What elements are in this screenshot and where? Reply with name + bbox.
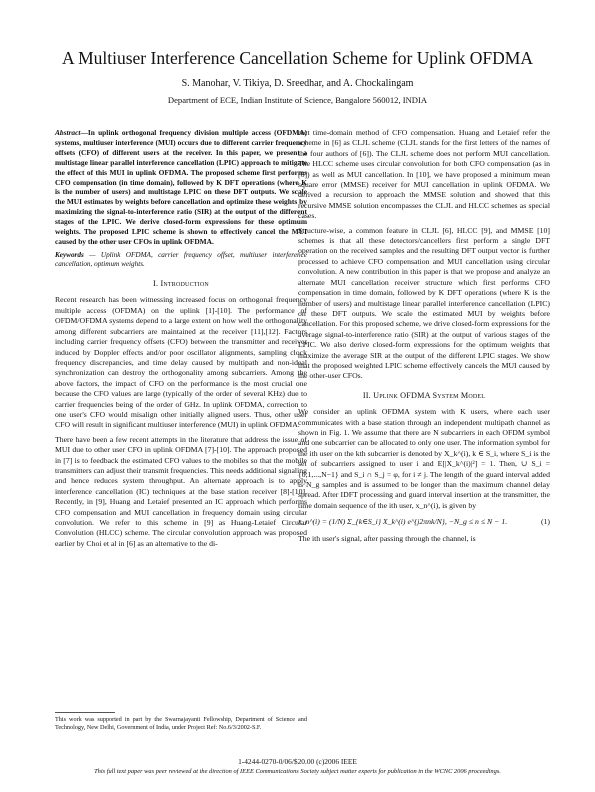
section-heading-system-model: II. Uplink OFDMA System Model [362,390,486,400]
abstract-lead: Abstract [55,128,81,137]
author-list: S. Manohar, V. Tikiya, D. Sreedhar, and A. Chockalingam [181,78,414,89]
system-paragraph-1: We consider an uplink OFDMA system with K users, where each user communicates with a base station through an independent multipath channel as shown in Fig. 1. We assume that there are N subcarriers in each OFDM symbol and one subcarrier can be allocated to only one user. The information symbol for the ith user on the kth subcarrier is denoted by X_k^(i), k ∈ S_i, where S_i is the set of subcarriers assigned to user i and E[|X_k^(i)|²] = 1. Then, ∪ S_i = {0,1,...,N−1} and S_i ∩ S_j = φ, for i ≠ j. The length of the guard interval added is N_g samples and is assumed to be longer than the maximum channel delay spread. After IDFT processing and guard interval insertion at the transmitter, the time domain sequence of the ith user, x_n^(i), is given by [298,407,550,510]
keywords: Keywords — Uplink OFDMA, carrier frequency offset, multiuser interference cancellation, optimum weights. [55,250,307,269]
keywords-lead: Keywords [55,250,84,259]
equation-1 [298,517,550,527]
copyright-line: 1-4244-0270-0/06/$20.00 (c)2006 IEEE [238,757,357,766]
intro-paragraph-1: Recent research has been witnessing increased focus on orthogonal frequency multiple access (OFDMA) on the uplink [1]-[10]. The performance of OFDM/OFDMA systems depend to a large extent on how well the orthogonality among different subcarriers are maintained at the receiver [11],[12]. Factors including carrier frequency offsets (CFO) between the transmitter and receiver induced by Doppler effects and/or poor oscillator alignments, sampling clock frequency discrepancies, and time delay caused by multipath and non-ideal synchronization can destroy the orthogonality among subcarriers. Among the above factors, the impact of CFO on the performance is the most crucial one because the CFO values are large (typically of the order of several KHz) due to carrier frequencies being of the order of GHz. In uplink OFDMA, correction to one user's CFO would misalign other initially aligned users. Thus, other user CFO will result in significant multiuser interference (MUI) in uplink OFDMA. [55,295,307,430]
intro-paragraph-4: Structure-wise, a common feature in CLJL [6], HLCC [9], and MMSE [10] schemes is that all these detectors/cancellers first perform a single DFT operation on the received samples and the resulting DFT output vector is further processed to achieve CFO compensation and MUI cancellation using circular convolution. A new contribution in this paper is that we propose and analyze an alternate MUI cancellation receiver structure which first performs CFO compensation in time domain, followed by K DFT operations (where K is the number of users) and multistage linear parallel interference cancellation (LPIC) on these DFT outputs. We scale the estimated MUI by weights before cancellation. For this proposed scheme, we drive closed-form expressions for the average signal-to-interference ratio (SIR) at the output of various stages of the LPIC. We also derive closed-form expressions for the optimum weights that maximize the average SIR at the output of the different LPIC stages. We show that the proposed weighted LPIC scheme effectively cancels the MUI caused by the other-user CFOs. [298,225,550,381]
keywords-text: Uplink OFDMA, carrier frequency offset, multiuser interference cancellation, optimum weights. [55,250,307,269]
system-paragraph-2: The ith user's signal, after passing through the channel, is [298,533,476,543]
section-heading-introduction: I. Introduction [153,279,209,289]
footnote: This work was supported in part by the Swarnajayanti Fellowship, Department of Science and Technology, New Delhi, Government of India, under Project Ref: No.6/3/2002-S.F. [55,716,307,731]
affiliation: Department of ECE, Indian Institute of Science, Bangalore 560012, INDIA [167,95,428,105]
equation-body: x_n^(i) = (1/N) Σ_{k∈S_i} X_k^(i) e^{j2πnk/N}, −N_g ≤ n ≤ N − 1. [298,517,508,527]
right-column [298,128,550,548]
intro-paragraph-3: rect time-domain method of CFO compensation. Huang and Letaief refer the scheme in [6] as CLJL scheme (CLJL stands for the first letters of the names of the four authors of [6]). The CLJL scheme does not perform MUI cancellation. The HLCC scheme uses circular convolution for both CFO compensation (as in [6]) as well as MUI cancellation. In [10], we have proposed a minimum mean square error (MMSE) receiver for MUI cancellation in uplink OFDMA. We derived a recursion to approach the MMSE solution and showed that this recursive MMSE solution encompasses the CLJL and HLCC schemes as special cases. [298,128,550,221]
intro-paragraph-2: There have been a few recent attempts in the literature that address the issue of MUI due to other user CFO in uplink OFDMA [7]-[10]. The approach proposed in [7] is to feedback the estimated CFO values to the mobiles so that the mobile transmitters can adjust their transmit frequencies. This needs additional signaling and hence reduces system throughput. An alternate approach is to apply interference cancellation (IC) techniques at the base station receiver [8]-[10]. Recently, in [9], Huang and Letaief presented an IC approach which performs CFO compensation and MUI cancellation in frequency domain using circular convolution. We refer to this scheme in [9] as Huang-Letaief Circular Convolution (HLCC) scheme. The circular convolution approach was proposed earlier by Choi et al in [6] as an alternative to the di- [55,434,307,548]
review-notice: This full text paper was peer reviewed at the direction of IEEE Communications Society subject matter experts for publication in the WCNC 2006 proceedings. [94,768,501,775]
equation-number: (1) [540,517,550,527]
abstract: Abstract—In uplink orthogonal frequency division multiple access (OFDMA) systems, multiuser interference (MUI) occurs due to different carrier frequency offsets (CFO) of different users at the receiver. In this paper, we present a multistage linear parallel interference cancellation (LPIC) approach to mitigate the effect of this MUI in uplink OFDMA. The proposed scheme first performs CFO compensation (in time domain), followed by K DFT operations (where K is the number of users) and multistage LPIC on these DFT outputs. We scale the MUI estimates by weights before cancellation and optimize these weights by maximizing the signal-to-interference ratio (SIR) at the output of the different stages of the LPIC. We derive closed-form expressions for these optimum weights. The proposed LPIC scheme is shown to effectively cancel the MUI caused by the other user CFOs in uplink OFDMA. [55,128,307,246]
abstract-text: In uplink orthogonal frequency division multiple access (OFDMA) systems, multiuser interference (MUI) occurs due to different carrier frequency offsets (CFO) of different users at the receiver. In this paper, we present a multistage linear parallel interference cancellation (LPIC) approach to mitigate the effect of this MUI in uplink OFDMA. The proposed scheme first performs CFO compensation (in time domain), followed by K DFT operations (where K is the number of users) and multistage LPIC on these DFT outputs. We scale the MUI estimates by weights before cancellation and optimize these weights by maximizing the signal-to-interference ratio (SIR) at the output of the different stages of the LPIC. We derive closed-form expressions for these optimum weights. The proposed LPIC scheme is shown to effectively cancel the MUI caused by the other user CFOs in uplink OFDMA. [55,128,307,246]
paper-title: A Multiuser Interference Cancellation Scheme for Uplink OFDMA [62,48,533,68]
left-column [55,128,307,553]
footnote-rule [55,712,115,713]
